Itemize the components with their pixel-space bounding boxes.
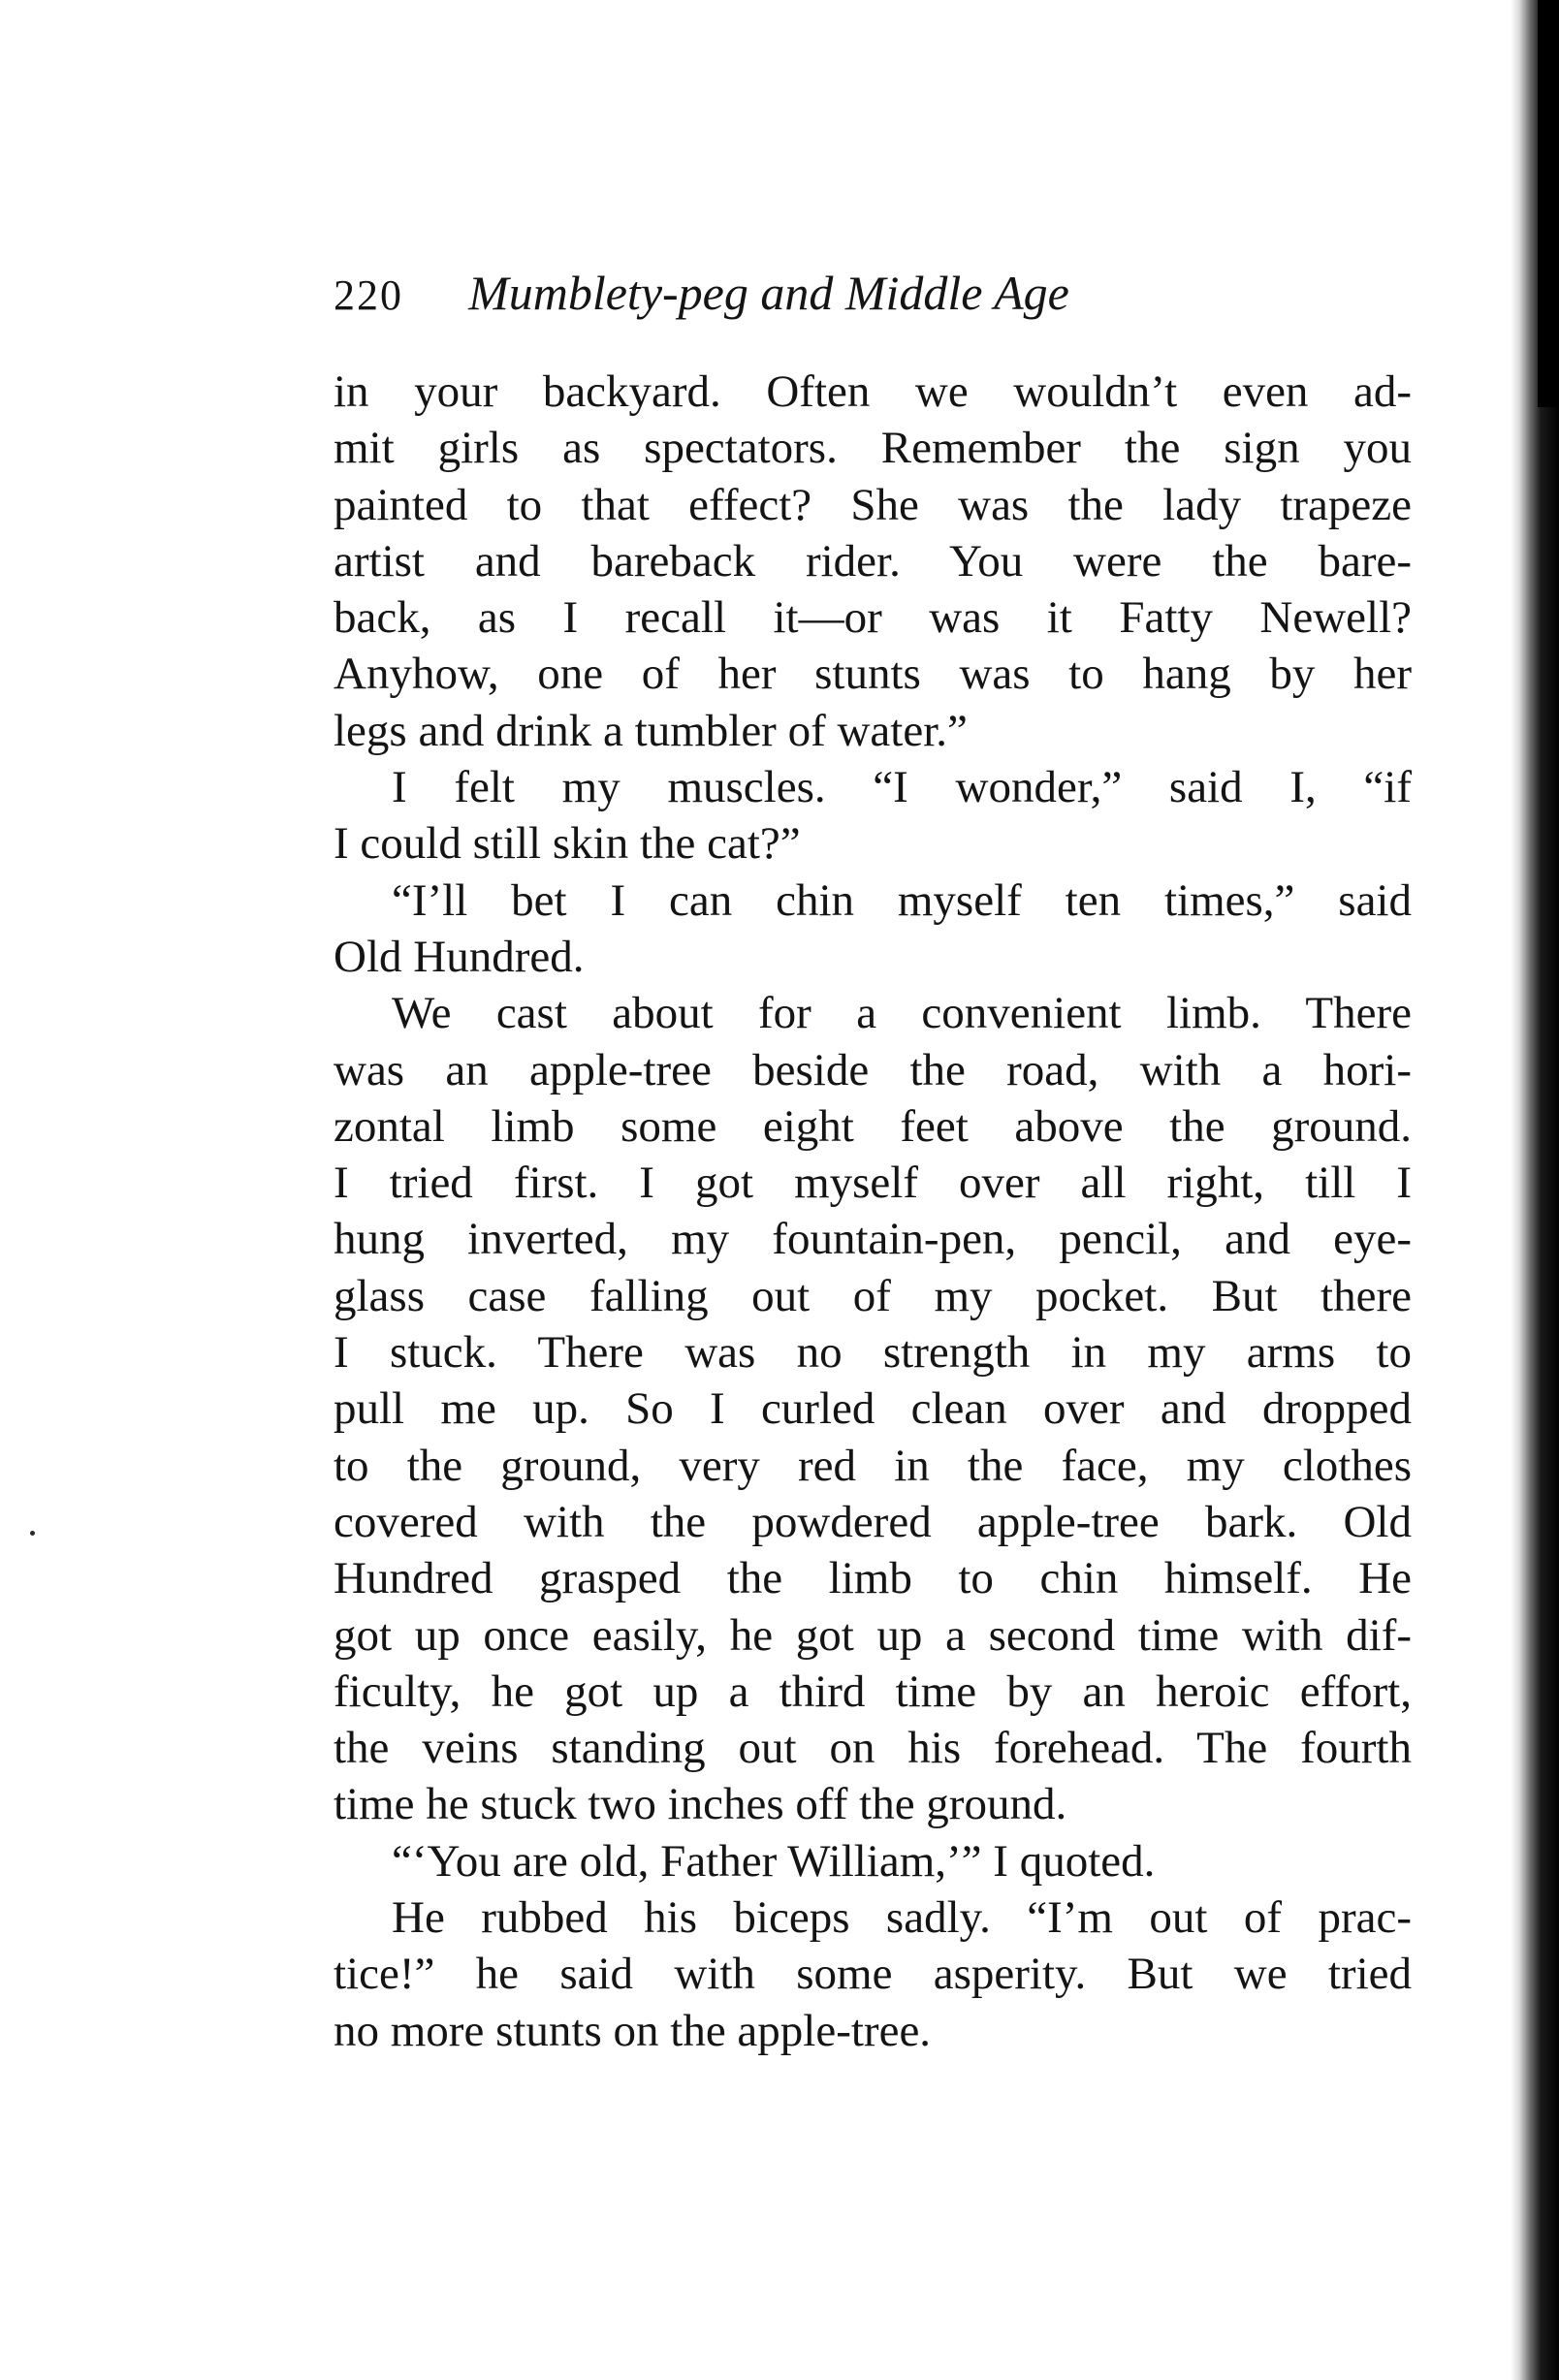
running-head (334, 265, 1303, 342)
text-line: I stuck. There was no strength in my arms to (334, 1327, 1412, 1379)
text-line: legs and drink a tumbler of water.” (334, 705, 968, 756)
text-line: pull me up. So I curled clean over and dropped (334, 1383, 1412, 1435)
text-line: in your backyard. Often we wouldn’t even ad- (334, 366, 1412, 417)
page-number: 220 (334, 271, 403, 319)
text-line: got up once easily, he got up a second time with dif- (334, 1609, 1412, 1661)
text-line: covered with the powdered apple-tree bark. Old (334, 1496, 1412, 1547)
text-line: I could still skin the cat?” (334, 818, 801, 870)
ink-speck (30, 1531, 35, 1536)
text-line: hung inverted, my fountain-pen, pencil, and eye- (334, 1214, 1412, 1265)
text-line: zontal limb some eight feet above the ground. (334, 1100, 1412, 1152)
text-line: painted to that effect? She was the lady trapeze (334, 479, 1412, 530)
page-binding-edge (1538, 0, 1559, 407)
text-line: Old Hundred. (334, 931, 585, 982)
text-line: glass case falling out of my pocket. But there (334, 1270, 1412, 1321)
text-line: mit girls as spectators. Remember the sign you (334, 423, 1412, 474)
text-line: no more stunts on the apple-tree. (334, 2005, 932, 2056)
text-line: was an apple-tree beside the road, with a hori- (334, 1044, 1412, 1095)
text-line: I felt my muscles. “I wonder,” said I, “if (392, 762, 1412, 813)
body-text (334, 364, 1412, 2059)
text-line: “‘You are old, Father William,’” I quoted. (392, 1835, 1156, 1887)
text-line: We cast about for a convenient limb. There (392, 988, 1412, 1039)
text-line: Hundred grasped the limb to chin himself. He (334, 1553, 1412, 1604)
text-line: to the ground, very red in the face, my clothes (334, 1440, 1412, 1491)
text-line: He rubbed his biceps sadly. “I’m out of prac- (392, 1892, 1412, 1944)
text-line: Anyhow, one of her stunts was to hang by her (334, 649, 1412, 700)
text-line: the veins standing out on his forehead. The fourth (334, 1723, 1412, 1774)
text-line: ficulty, he got up a third time by an heroic effort, (334, 1666, 1412, 1717)
text-line: artist and bareback rider. You were the bare- (334, 535, 1412, 587)
text-line: tice!” he said with some asperity. But we tried (334, 1949, 1412, 2000)
text-line: back, as I recall it—or was it Fatty Newell? (334, 592, 1412, 644)
running-title: Mumblety-peg and Middle Age (468, 266, 1069, 320)
text-line: “I’ll bet I can chin myself ten times,” said (392, 874, 1412, 926)
text-line: I tried first. I got myself over all right, till I (334, 1158, 1412, 1209)
text-line: time he stuck two inches off the ground. (334, 1779, 1067, 1830)
